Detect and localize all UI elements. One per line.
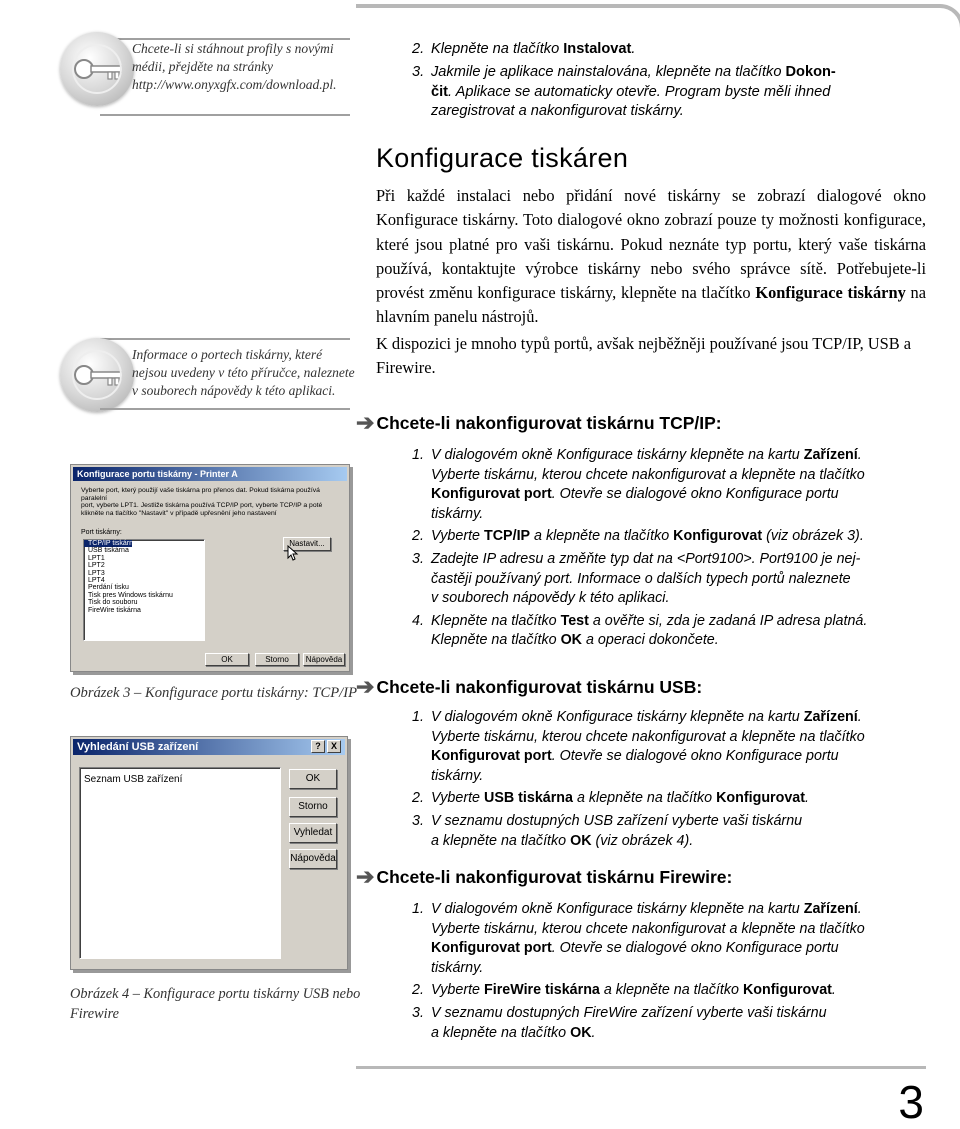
step-text: a operaci dokončete.	[582, 632, 719, 649]
step-item	[412, 708, 932, 786]
step-text: .	[831, 982, 836, 999]
ok-button[interactable]: OK	[289, 769, 337, 789]
desc-line: klikněte na tlačítko "Nastavit" v případě upřesnění jeho nastavení	[81, 509, 277, 517]
port-item[interactable]: Tisk pres Windows tiskárnu	[88, 591, 173, 599]
port-item[interactable]: LPT1	[88, 554, 105, 562]
note-line: Informace o portech tiskárny, které	[132, 347, 323, 362]
tcp-heading	[356, 412, 722, 434]
step-item	[412, 527, 932, 547]
step-text: v souborech nápovědy k této aplikaci.	[431, 590, 670, 607]
note-divider	[100, 114, 350, 116]
port-item[interactable]: TCP/IP tiskárna	[84, 540, 132, 547]
step-item	[412, 446, 932, 524]
ports-paragraph: K dispozici je mnoho typů portů, avšak nejběžněji používané jsou TCP/IP, USB a Firewire.	[376, 334, 912, 378]
step-text: .	[857, 901, 862, 917]
cancel-button[interactable]: Storno	[289, 797, 337, 817]
step-text: Zadejte IP adresu a změňte typ dat na <Port9100>. Port9100 je nej-	[431, 550, 861, 567]
note-divider	[100, 338, 350, 340]
key-icon	[60, 338, 134, 412]
install-steps	[412, 40, 912, 125]
step-text: Jakmile je aplikace nainstalována, klepněte na tlačítko	[431, 63, 786, 80]
step-item	[412, 812, 932, 851]
step-text: tiskárny.	[431, 505, 484, 522]
usb-device-list[interactable]	[79, 767, 281, 959]
note-divider	[100, 408, 350, 410]
step-text: (viz obrázek 3).	[762, 528, 864, 545]
step-bold: Zařízení	[803, 709, 858, 725]
arrow-right-icon: ➔	[356, 674, 375, 699]
step-number: 3.	[412, 63, 425, 80]
step-text: .	[857, 709, 862, 725]
caption-line: Firewire	[70, 1006, 119, 1022]
port-item[interactable]: FireWire tiskárna	[88, 606, 141, 614]
step-bold: Konfigurovat port	[431, 748, 552, 765]
step-text: . Otevře se dialogové okno Konfigurace portu	[551, 748, 839, 765]
step-number: 3.	[412, 550, 424, 567]
step-number: 2.	[412, 790, 424, 807]
page-frame-top	[356, 4, 960, 28]
figure4-dialog	[70, 736, 348, 970]
step-number: 2.	[412, 41, 425, 57]
para-text: na hlavním panelu nástrojů.	[376, 283, 926, 327]
step-number: 3.	[412, 812, 424, 829]
step-number: 2.	[412, 982, 424, 999]
step-bold: Zařízení	[803, 901, 858, 917]
step-bold: Dokon-	[785, 63, 836, 80]
step-text: tiskárny.	[431, 767, 484, 784]
step-item	[412, 550, 932, 609]
port-list[interactable]	[83, 539, 205, 641]
step-text: Vyberte	[431, 982, 484, 999]
step-text: Klepněte na tlačítko	[431, 632, 561, 649]
step-bold: Zařízení	[803, 447, 858, 463]
step-bold: FireWire tiskárna	[484, 982, 600, 999]
port-item[interactable]: LPT3	[88, 569, 105, 577]
setup-button[interactable]: Nastavit...	[283, 537, 331, 551]
step-bold: OK	[560, 632, 583, 649]
step-text: .	[591, 1024, 596, 1041]
note-line[interactable]: http://www.onyxgfx.com/download.pl.	[132, 77, 337, 92]
search-button[interactable]: Vyhledat	[289, 823, 337, 843]
step-item	[412, 981, 932, 1001]
step-bold: Konfigurovat	[716, 790, 806, 807]
step-text: a klepněte na tlačítko	[431, 1024, 571, 1041]
port-list-label: Port tiskárny:	[81, 529, 122, 536]
step-text: (viz obrázek 4).	[591, 832, 694, 849]
note-line: nejsou uvedeny v této příručce, naleznete	[132, 365, 355, 380]
step-text: tiskárny.	[431, 959, 484, 976]
step-text: Vyberte tiskárnu, kterou chcete nakonfigurovat a klepněte na tlačítko	[431, 466, 865, 483]
step-text: . Otevře se dialogové okno Konfigurace portu	[551, 486, 839, 503]
step-text: Vyberte tiskárnu, kterou chcete nakonfigurovat a klepněte na tlačítko	[431, 920, 865, 937]
close-icon[interactable]: X	[327, 740, 341, 753]
step-item	[412, 63, 912, 122]
usb-list-label: Seznam USB zařízení	[84, 774, 183, 785]
step-bold: Konfigurovat	[742, 982, 832, 999]
step-bold: čit	[431, 83, 449, 100]
figure3-dialog	[70, 464, 350, 672]
usb-heading	[356, 676, 702, 698]
desc-line: port, vyberte LPT1. Jestliže tiskárna používá TCP/IP port, vyberte TCP/IP a poté	[81, 502, 323, 510]
step-number: 1.	[412, 709, 424, 725]
figure3-caption: Obrázek 3 – Konfigurace portu tiskárny: TCP/IP	[70, 685, 357, 701]
step-bold: Instalovat	[563, 41, 632, 57]
help-icon[interactable]: ?	[311, 740, 325, 753]
port-item[interactable]: Perdání tisku	[88, 584, 129, 592]
step-bold: Test	[560, 612, 589, 629]
step-text: zaregistrovat a nakonfigurovat tiskárny.	[431, 103, 684, 120]
note-line: médii, přejděte na stránky	[132, 59, 273, 74]
ok-button[interactable]: OK	[205, 653, 249, 666]
step-text: V seznamu dostupných USB zařízení vyberte vaši tiskárnu	[431, 812, 803, 829]
step-number: 2.	[412, 528, 424, 545]
figure4-caption	[70, 984, 360, 1024]
step-text: Klepněte na tlačítko	[431, 41, 564, 57]
step-text: V dialogovém okně Konfigurace tiskárny klepněte na kartu	[431, 901, 804, 917]
step-text: V dialogovém okně Konfigurace tiskárny klepněte na kartu	[431, 709, 804, 725]
step-number: 4.	[412, 612, 424, 629]
sidebar-note-download	[132, 40, 336, 94]
step-text: Vyberte tiskárnu, kterou chcete nakonfigurovat a klepněte na tlačítko	[431, 728, 865, 745]
step-text: .	[857, 447, 862, 463]
dialog-titlebar: Konfigurace portu tiskárny - Printer A	[73, 467, 347, 481]
step-text: Klepněte na tlačítko	[431, 612, 561, 629]
note-line: v souborech nápovědy k této aplikaci.	[132, 383, 336, 398]
step-item	[412, 40, 912, 60]
step-bold: OK	[570, 1024, 592, 1041]
step-text: .	[631, 41, 636, 57]
step-number: 1.	[412, 447, 424, 463]
step-text: Vyberte	[431, 528, 484, 545]
caption-line: Obrázek 4 – Konfigurace portu tiskárny USB nebo	[70, 986, 361, 1002]
help-button[interactable]: Nápověda	[303, 653, 345, 666]
step-text: a klepněte na tlačítko	[431, 832, 571, 849]
desc-line: Vyberte port, který použijí vaše tiskárna pro přenos dat. Pokud tiskárna používá paralelní	[81, 487, 320, 502]
step-text: častěji používaný port. Informace o dalších typech portů naleznete	[431, 570, 851, 587]
step-item	[412, 612, 932, 651]
port-item[interactable]: LPT2	[88, 562, 105, 570]
heading-text: Chcete-li nakonfigurovat tiskárnu USB:	[376, 676, 703, 697]
section-heading: Konfigurace tiskáren	[376, 143, 629, 173]
step-bold: TCP/IP	[484, 528, 531, 545]
para-text: Při každé instalaci nebo přidání nové tiskárny se zobrazí dialogové okno Konfigurace tiskárny. Toto dialogové okno zobrazí pouze ty možnosti konfigurace, které jsou platné pro vaši tiskárnu. Pokud neznáte typ portu, který vaše tiskárna používá, kontaktujte výrobce tiskárny nebo svého správce sítě. Potřebujete-li provést změnu konfigurace tiskárny, klepněte na tlačítko	[376, 186, 926, 303]
heading-text: Chcete-li nakonfigurovat tiskárnu TCP/IP:	[376, 412, 722, 433]
step-text: a klepněte na tlačítko	[530, 528, 674, 545]
arrow-right-icon: ➔	[356, 410, 375, 435]
firewire-steps	[412, 900, 932, 1046]
step-item	[412, 789, 932, 809]
step-bold: Konfigurovat port	[431, 486, 552, 503]
key-icon	[60, 32, 134, 106]
arrow-right-icon: ➔	[356, 864, 375, 889]
port-item[interactable]: LPT4	[88, 577, 105, 585]
step-bold: Konfigurovat port	[431, 940, 552, 957]
step-bold: USB tiskárna	[484, 790, 573, 807]
footer-rule	[356, 1066, 926, 1069]
step-item	[412, 900, 932, 978]
step-text: V seznamu dostupných FireWire zařízení vyberte vaši tiskárnu	[431, 1004, 827, 1021]
step-text: a klepněte na tlačítko	[573, 790, 717, 807]
step-bold: OK	[570, 832, 592, 849]
help-button[interactable]: Nápověda	[289, 849, 337, 869]
cancel-button[interactable]: Storno	[255, 653, 299, 666]
step-text: .	[805, 790, 809, 807]
step-bold: Konfigurovat	[673, 528, 763, 545]
note-line: Chcete-li si stáhnout profily s novými	[132, 41, 334, 56]
sidebar-note-ports	[132, 346, 355, 400]
port-item[interactable]: USB tiskárna	[88, 547, 129, 555]
step-number: 3.	[412, 1004, 424, 1021]
dialog-titlebar: Vyhledání USB zařízení	[73, 739, 345, 755]
cursor-icon	[287, 545, 299, 561]
step-text: . Otevře se dialogové okno Konfigurace portu	[551, 940, 839, 957]
step-text: a klepněte na tlačítko	[599, 982, 743, 999]
step-text: V dialogovém okně Konfigurace tiskárny klepněte na kartu	[431, 447, 804, 463]
dialog-description	[81, 487, 343, 517]
tcp-steps	[412, 446, 932, 654]
firewire-heading	[356, 866, 732, 888]
port-item[interactable]: Tisk do souboru	[88, 599, 138, 607]
step-number: 1.	[412, 901, 424, 917]
step-text: Vyberte	[431, 790, 484, 807]
page-number: 3	[898, 1076, 924, 1128]
intro-paragraph	[376, 184, 926, 330]
heading-text: Chcete-li nakonfigurovat tiskárnu Firewire:	[376, 866, 733, 887]
step-text: . Aplikace se automaticky otevře. Program byste měli ihned	[448, 83, 831, 100]
usb-steps	[412, 708, 932, 854]
step-text: a ověřte si, zda je zadaná IP adresa platná.	[588, 612, 868, 629]
para-bold: Konfigurace tiskárny	[755, 283, 906, 303]
step-item	[412, 1004, 932, 1043]
